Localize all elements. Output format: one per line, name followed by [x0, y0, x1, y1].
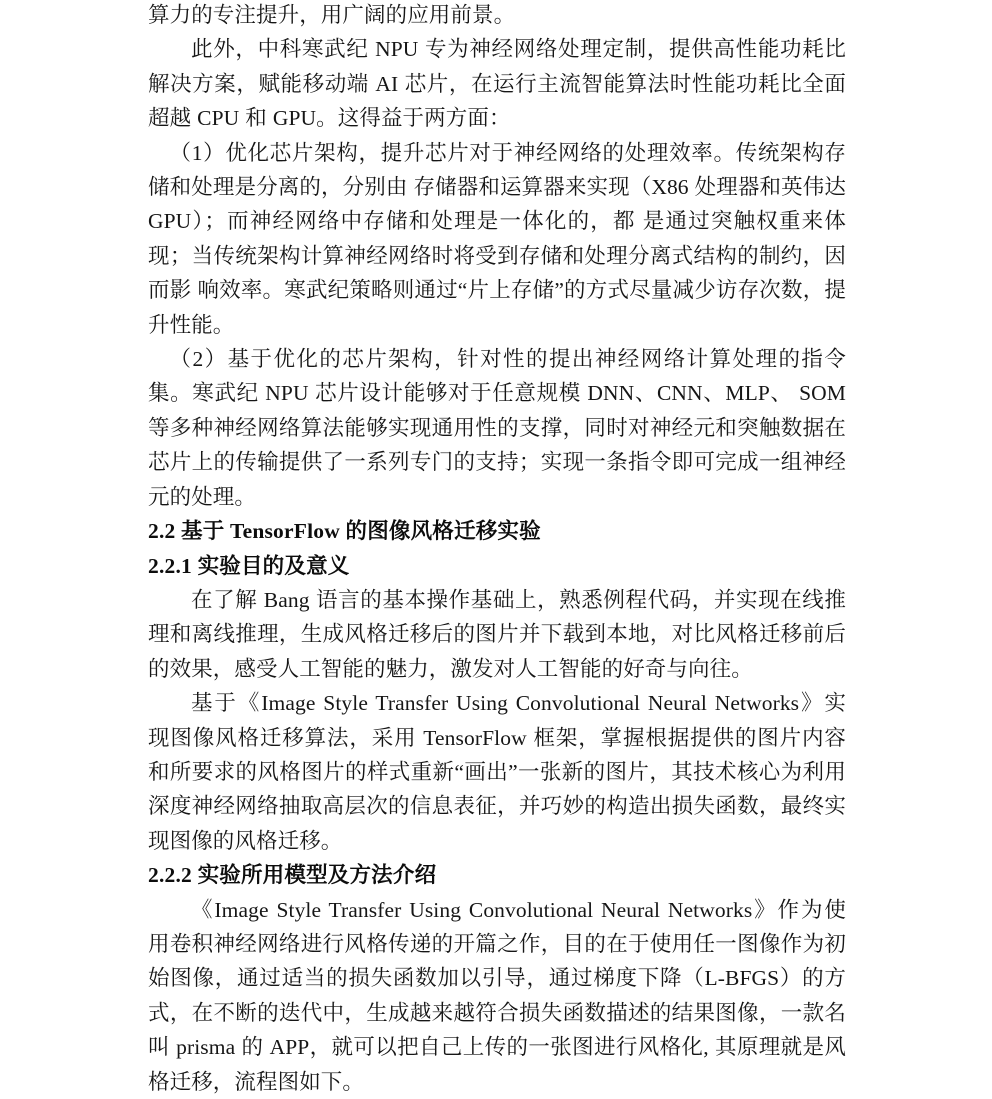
paragraph-experiment-purpose: 在了解 Bang 语言的基本操作基础上，熟悉例程代码，并实现在线推理和离线推理，生成风格迁移后的图片并下载到本地，对比风格迁移前后的效果，感受人工智能的魅力，激发对人工智能的好奇与向往。	[148, 587, 846, 681]
paragraph-compute-power-tail: 算力的专注提升，用广阔的应用前景。	[148, 3, 516, 27]
paragraph-point-one: （1）优化芯片架构，提升芯片对于神经网络的处理效率。传统架构存储和处理是分离的，分别由 存储器和运算器来实现（X86 处理器和英伟达 GPU）；而神经网络中存储和处理是一体化的，都 是通过突触权重来体现；当传统架构计算神经网络时将受到存储和处理分离式结构的制约，因而影 响效率。寒武纪策略则通过“片上存储”的方式尽量减少访存次数，提升性能。	[148, 140, 846, 337]
paragraph-model-introduction: 《Image Style Transfer Using Convolutional Neural Networks》作为使用卷积神经网络进行风格传递的开篇之作，目的在于使用任一图像作为初始图像，通过适当的损失函数加以引导，通过梯度下降（L-BFGS）的方式，在不断的迭代中，生成越来越符合损失函数描述的结果图像，一款名叫 prisma 的 APP，就可以把自己上传的一张图进行风格化, 其原理就是风格迁移，流程图如下。	[148, 897, 846, 1094]
heading-section-2-2: 2.2 基于 TensorFlow 的图像风格迁移实验	[148, 519, 541, 544]
paragraph-method-basis: 基于《Image Style Transfer Using Convolutional Neural Networks》实现图像风格迁移算法，采用 TensorFlow 框架，掌握根据提供的图片内容和所要求的风格图片的样式重新“画出”一张新的图片，其技术核心为利用深度神经网络抽取高层次的信息表征，并巧妙的构造出损失函数，最终实现图像的风格迁移。	[148, 691, 846, 853]
paragraph-cambricon-npu: 此外，中科寒武纪 NPU 专为神经网络处理定制，提供高性能功耗比解决方案，赋能移动端 AI 芯片，在运行主流智能算法时性能功耗比全面超越 CPU 和 GPU。这得益于两方面：	[148, 37, 846, 131]
page-text-column	[148, 0, 846, 1099]
heading-section-2-2-1: 2.2.1 实验目的及意义	[148, 553, 350, 578]
paragraph-point-two: （2）基于优化的芯片架构，针对性的提出神经网络计算处理的指令集。寒武纪 NPU 芯片设计能够对于任意规模 DNN、CNN、MLP、 SOM 等多种神经网络算法能够实现通用性的支撑，同时对神经元和突触数据在芯片上的传输提供了一系列专门的支持；实现一条指令即可完成一组神经元的处理。	[148, 347, 846, 509]
heading-section-2-2-2: 2.2.2 实验所用模型及方法介绍	[148, 863, 437, 888]
